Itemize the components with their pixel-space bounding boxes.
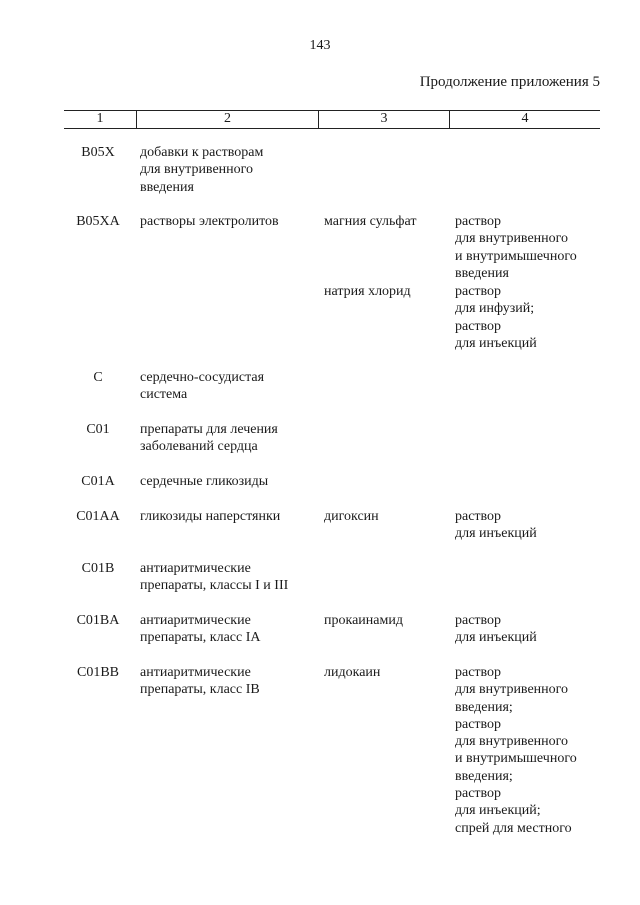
column-number-2: 2: [224, 111, 231, 126]
column-number-3: 3: [380, 111, 388, 126]
atc-code: C: [93, 370, 103, 385]
dosage-form-line: и внутримышечного: [455, 751, 577, 767]
atc-code: C01BB: [76, 665, 119, 680]
header-bottom-rule: [64, 128, 600, 129]
group-name-line: гликозиды наперстянки: [140, 509, 281, 524]
drug-name: прокаинамид: [324, 613, 403, 628]
group-name: [140, 508, 312, 525]
drug-name: натрия хлорид: [324, 284, 411, 299]
group-name-line: для внутривенного: [140, 162, 254, 178]
group-name: [140, 612, 312, 647]
dosage-form-line: раствор: [455, 509, 502, 524]
dosage-form-line: введения;: [455, 699, 513, 715]
dosage-form-line: и внутримышечного: [455, 248, 577, 264]
group-name-line: антиаритмические: [140, 665, 251, 680]
dosage-form-line: введения: [455, 265, 509, 281]
group-name-line: препараты для лечения: [140, 422, 278, 437]
dosage-form: [455, 213, 605, 282]
dosage-form-line: для внутривенного: [455, 682, 569, 698]
group-name-line: растворы электролитов: [140, 214, 279, 229]
group-name: [140, 664, 312, 699]
dosage-form: [455, 664, 605, 837]
dosage-form-line: раствор: [455, 318, 502, 334]
dosage-form: [455, 283, 605, 352]
group-name: [140, 144, 312, 196]
group-name: [140, 369, 312, 404]
group-name-line: сердечно-сосудистая: [140, 370, 265, 385]
atc-code: B05X: [81, 145, 115, 160]
dosage-form-line: раствор: [455, 284, 502, 299]
group-name: [140, 473, 312, 490]
drug-name: дигоксин: [324, 509, 379, 524]
dosage-form-line: для инъекций: [455, 630, 537, 646]
group-name-line: препараты, класс IA: [140, 630, 261, 646]
group-name-line: антиаритмические: [140, 561, 251, 576]
atc-code: B05XA: [76, 214, 120, 229]
dosage-form-line: раствор: [455, 214, 502, 229]
atc-code: C01: [86, 422, 110, 437]
dosage-form-line: спрей для местного: [455, 820, 572, 836]
atc-code: C01B: [81, 561, 115, 576]
dosage-form-line: раствор: [455, 665, 502, 680]
drug-name: магния сульфат: [324, 214, 417, 229]
group-name: [140, 421, 312, 456]
group-name-line: система: [140, 387, 188, 403]
dosage-form-line: для инъекций: [455, 526, 537, 542]
dosage-form-line: раствор: [455, 786, 502, 802]
dosage-form-line: для инъекций;: [455, 803, 541, 819]
dosage-form-line: для инфузий;: [455, 301, 535, 317]
atc-code: C01BA: [76, 613, 120, 628]
dosage-form-line: для внутривенного: [455, 231, 569, 247]
dosage-form-line: раствор: [455, 716, 502, 732]
dosage-form-line: для инъекций: [455, 335, 537, 351]
group-name: [140, 560, 312, 595]
drug-name: лидокаин: [324, 665, 381, 680]
group-name-line: антиаритмические: [140, 613, 251, 628]
dosage-form-line: раствор: [455, 613, 502, 628]
atc-code: C01AA: [76, 509, 120, 524]
page-number: 143: [309, 38, 331, 53]
dosage-form: [455, 508, 605, 543]
group-name: [140, 213, 312, 230]
group-name-line: препараты, класс IB: [140, 682, 260, 698]
dosage-form-line: для внутривенного: [455, 734, 569, 750]
dosage-form: [455, 612, 605, 647]
dosage-form-line: введения;: [455, 768, 513, 784]
continuation-label: Продолжение приложения 5: [419, 74, 600, 90]
group-name-line: препараты, классы I и III: [140, 578, 289, 594]
column-number-4: 4: [521, 111, 529, 126]
group-name-line: добавки к растворам: [140, 145, 264, 160]
group-name-line: сердечные гликозиды: [140, 474, 269, 489]
group-name-line: заболеваний сердца: [140, 439, 258, 455]
atc-code: C01A: [81, 474, 115, 489]
column-number-1: 1: [96, 111, 104, 126]
group-name-line: введения: [140, 179, 194, 195]
